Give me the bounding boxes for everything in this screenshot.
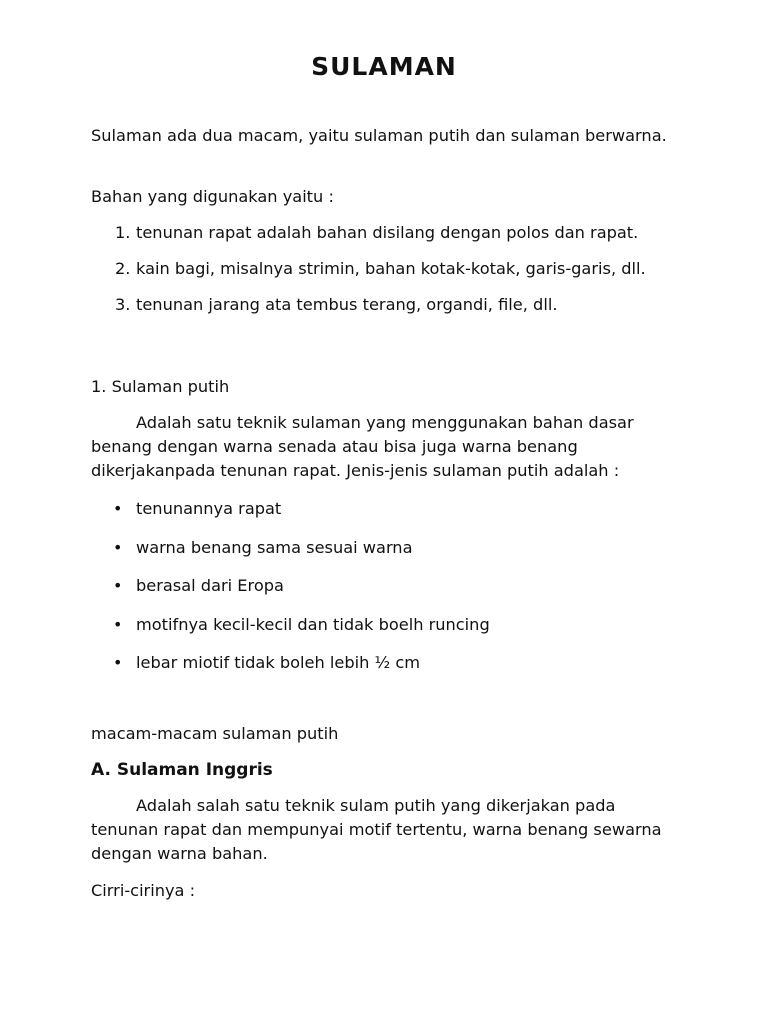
list-item-text: tenunannya rapat [136,499,282,518]
bullet-icon: • [113,499,123,518]
bahan-heading: Bahan yang digunakan yaitu : [91,187,334,206]
list-number: 1. [115,223,131,242]
list-item-text: lebar miotif tidak boleh lebih ½ cm [136,653,421,672]
ciri-label: Cirri-cirinya : [91,881,196,900]
sulaman-inggris-paragraph: Adalah salah satu teknik sulam putih yang dikerjakan pada tenunan rapat dan mempunyai motif tertentu, warna benang sewarna dengan warna bahan. [91,796,662,863]
bahan-list [91,221,681,329]
intro-paragraph: Sulaman ada dua macam, yaitu sulaman putih dan sulaman berwarna. [91,126,667,145]
subsection-heading-sulaman-inggris: A. Sulaman Inggris [91,760,273,780]
bullet-icon: • [113,537,123,557]
list-item [91,293,681,317]
ciri-list [91,497,681,690]
list-item [91,651,681,690]
list-item-text: kain bagi, misalnya strimin, bahan kotak-kotak, garis-garis, dll. [136,259,646,278]
list-item [91,497,681,536]
bullet-icon: • [113,653,123,672]
list-item-text: tenunan rapat adalah bahan disilang dengan polos dan rapat. [136,223,639,242]
list-item-text: motifnya kecil-kecil dan tidak boelh runcing [136,614,490,634]
list-item-text: warna benang sama sesuai warna [136,537,413,557]
page-title: SULAMAN [311,52,457,81]
sulaman-putih-paragraph: Adalah satu teknik sulaman yang menggunakan bahan dasar benang dengan warna senada atau bisa juga warna benang dikerjakanpada tenunan rapat. Jenis-jenis sulaman putih adalah : [91,413,634,480]
macam-heading: macam-macam sulaman putih [91,724,339,743]
bullet-icon: • [113,614,123,634]
bullet-icon: • [113,576,123,595]
section-heading-sulaman-putih: 1. Sulaman putih [91,377,230,396]
list-item [91,574,681,613]
list-item [91,613,681,652]
list-item [91,257,681,281]
list-number: 3. [115,295,131,314]
list-number: 2. [115,259,131,278]
list-item-text: tenunan jarang ata tembus terang, organdi, file, dll. [136,295,558,314]
list-item-text: berasal dari Eropa [136,576,284,595]
list-item [91,536,681,575]
list-item [91,221,681,245]
